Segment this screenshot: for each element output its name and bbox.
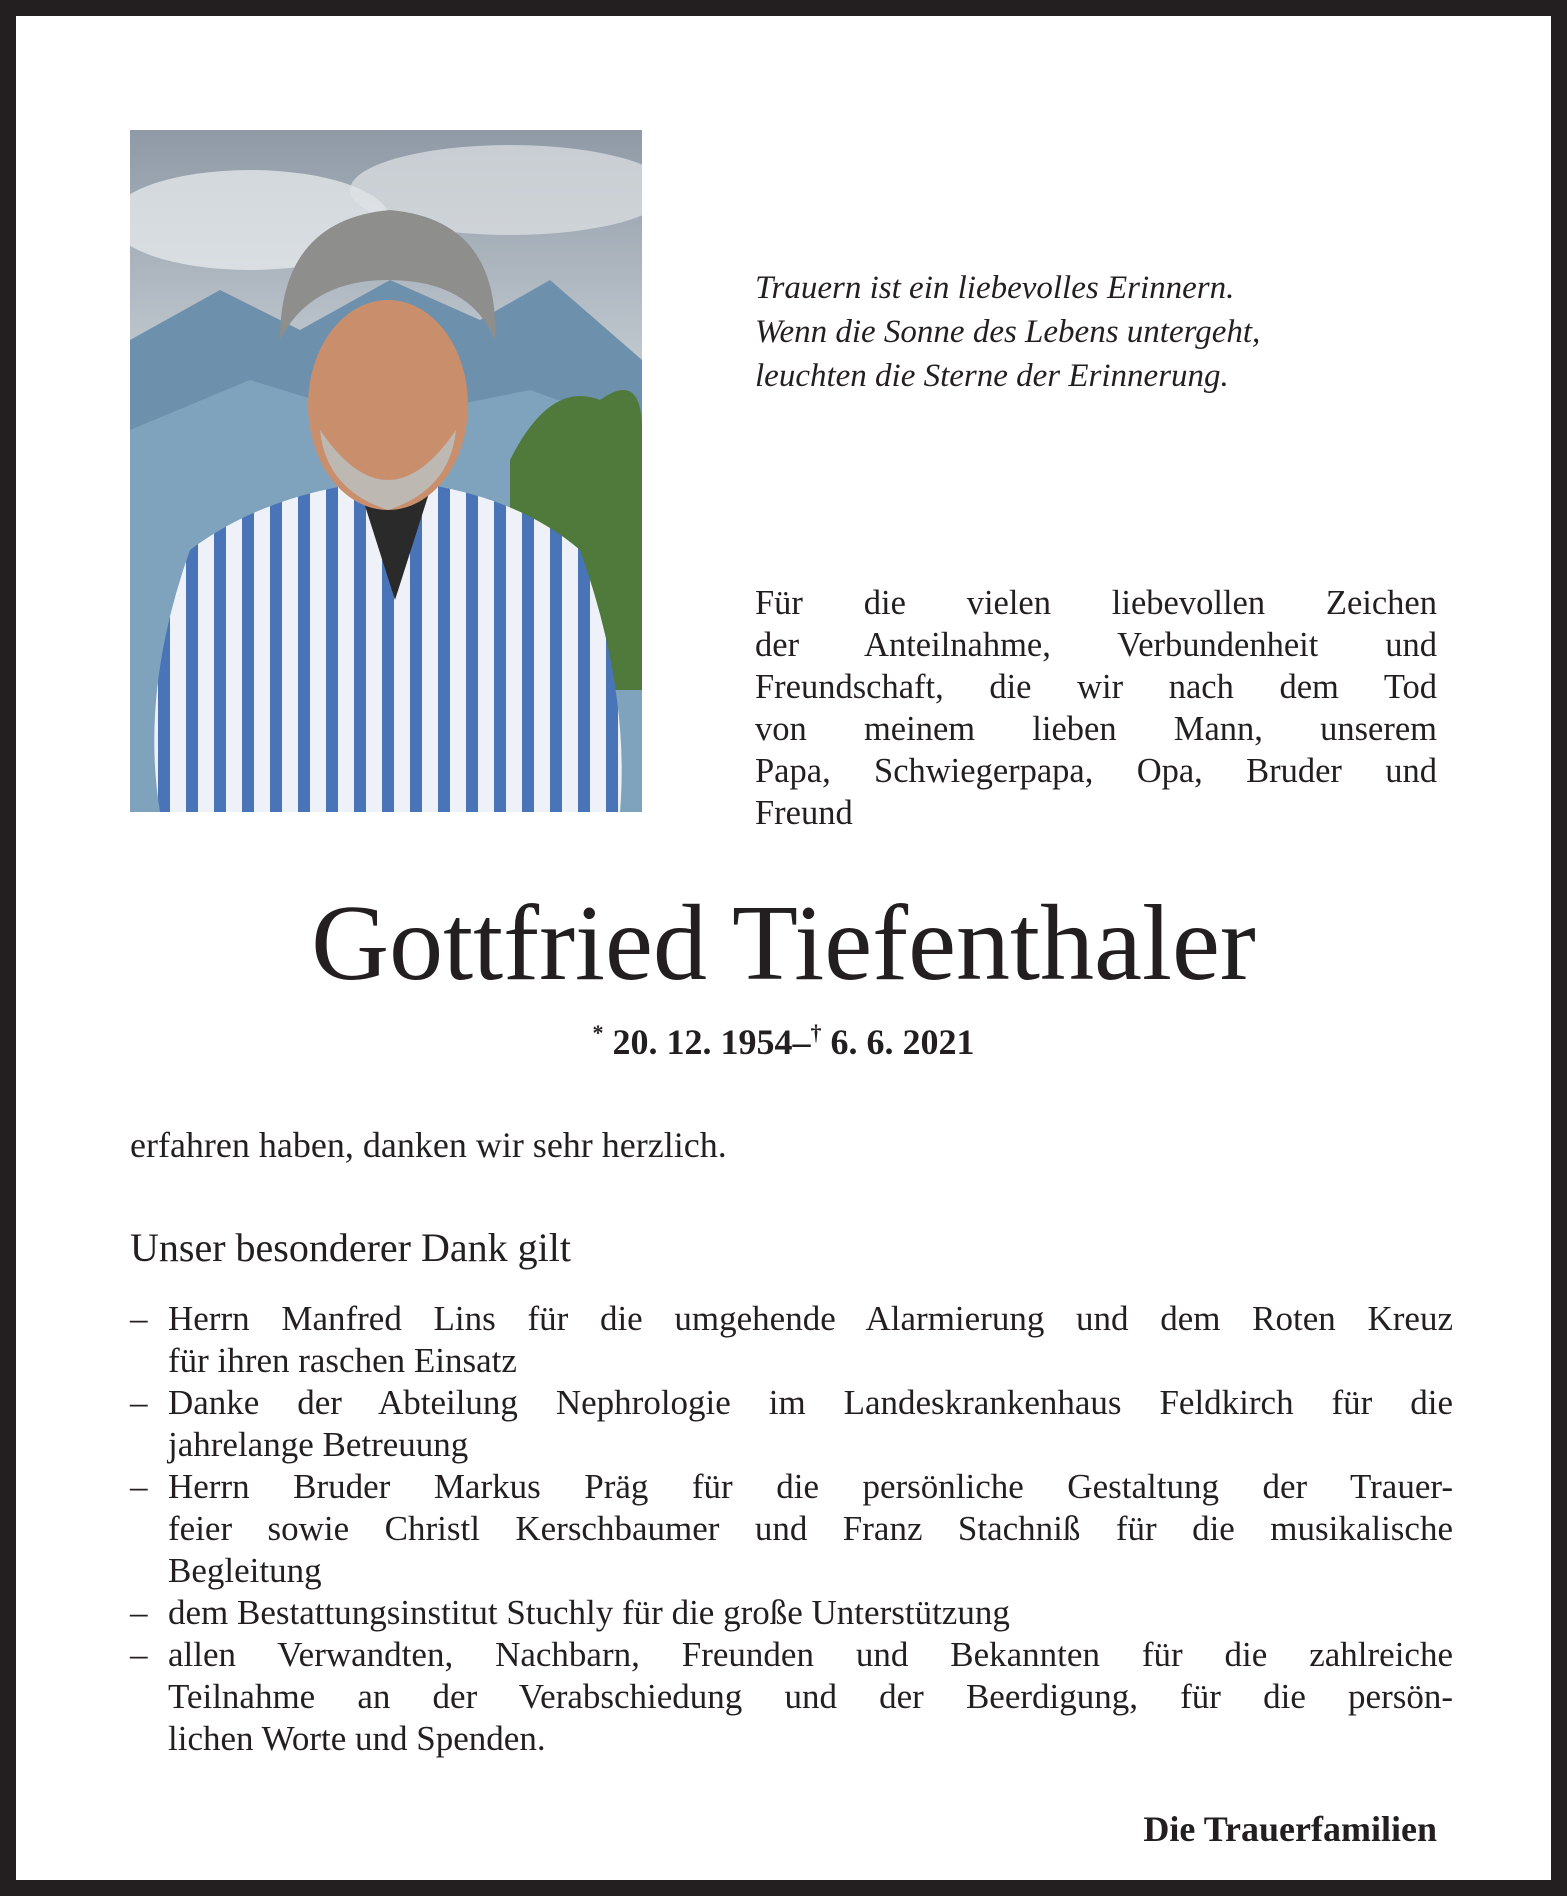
thanks-list (130, 1298, 1453, 1760)
list-line: Herrn Bruder Markus Präg für die persönliche Gestaltung der Trauer- (168, 1467, 1453, 1506)
list-item (130, 1298, 1453, 1382)
list-item-text (168, 1592, 1453, 1634)
list-dash: – (130, 1299, 148, 1338)
list-item-text (168, 1382, 1453, 1466)
list-item-text (168, 1298, 1453, 1382)
list-dash: – (130, 1635, 148, 1674)
list-dash: – (130, 1593, 148, 1632)
list-line: jahrelange Betreuung (168, 1425, 469, 1464)
intro-line: von meinem lieben Mann, unserem (755, 710, 1437, 748)
thanks-sentence: erfahren haben, danken wir sehr herzlich. (130, 1125, 727, 1165)
date-separator: – (792, 1022, 811, 1062)
intro-line: Freundschaft, die wir nach dem Tod (755, 668, 1437, 706)
quote-line: leuchten die Sterne der Erinnerung. (755, 358, 1229, 394)
intro-line: Papa, Schwiegerpapa, Opa, Bruder und (755, 752, 1437, 790)
list-line: feier sowie Christl Kerschbaumer und Franz Stachniß für die musikalische (168, 1509, 1453, 1548)
life-dates (16, 1020, 1551, 1063)
list-line: dem Bestattungsinstitut Stuchly für die große Unterstützung (168, 1593, 1010, 1632)
intro-line: der Anteilnahme, Verbundenheit und (755, 626, 1437, 664)
death-date: 6. 6. 2021 (830, 1022, 975, 1062)
list-item (130, 1382, 1453, 1466)
list-line: Danke der Abteilung Nephrologie im Landeskrankenhaus Feldkirch für die (168, 1383, 1453, 1422)
birth-symbol: * (592, 1020, 604, 1045)
intro-line: Für die vielen liebevollen Zeichen (755, 584, 1437, 622)
birth-date: 20. 12. 1954 (612, 1022, 793, 1062)
memorial-quote (755, 266, 1260, 398)
list-item (130, 1634, 1453, 1760)
deceased-name: Gottfried Tiefenthaler (311, 884, 1256, 1003)
list-line: für ihren raschen Einsatz (168, 1341, 517, 1380)
list-line: Teilnahme an der Verabschiedung und der Beerdigung, für die persön- (168, 1677, 1453, 1716)
quote-line: Wenn die Sonne des Lebens untergeht, (755, 314, 1261, 350)
list-line: allen Verwandten, Nachbarn, Freunden und Bekannten für die zahlreiche (168, 1635, 1453, 1674)
portrait-photo (130, 130, 642, 812)
list-item (130, 1592, 1453, 1634)
intro-line: Freund (755, 794, 853, 832)
obituary-page (16, 16, 1551, 1880)
intro-paragraph (755, 582, 1437, 834)
list-item (130, 1466, 1453, 1592)
list-dash: – (130, 1467, 148, 1506)
list-line: Herrn Manfred Lins für die umgehende Alarmierung und dem Roten Kreuz (168, 1299, 1453, 1338)
list-line: Begleitung (168, 1551, 322, 1590)
list-line: lichen Worte und Spenden. (168, 1719, 546, 1758)
death-symbol: † (810, 1020, 822, 1045)
list-dash: – (130, 1383, 148, 1422)
special-thanks-heading: Unser besonderer Dank gilt (130, 1225, 571, 1270)
quote-line: Trauern ist ein liebevolles Erinnern. (755, 270, 1235, 306)
list-item-text (168, 1466, 1453, 1592)
signature: Die Trauerfamilien (1143, 1809, 1437, 1849)
list-item-text (168, 1634, 1453, 1760)
